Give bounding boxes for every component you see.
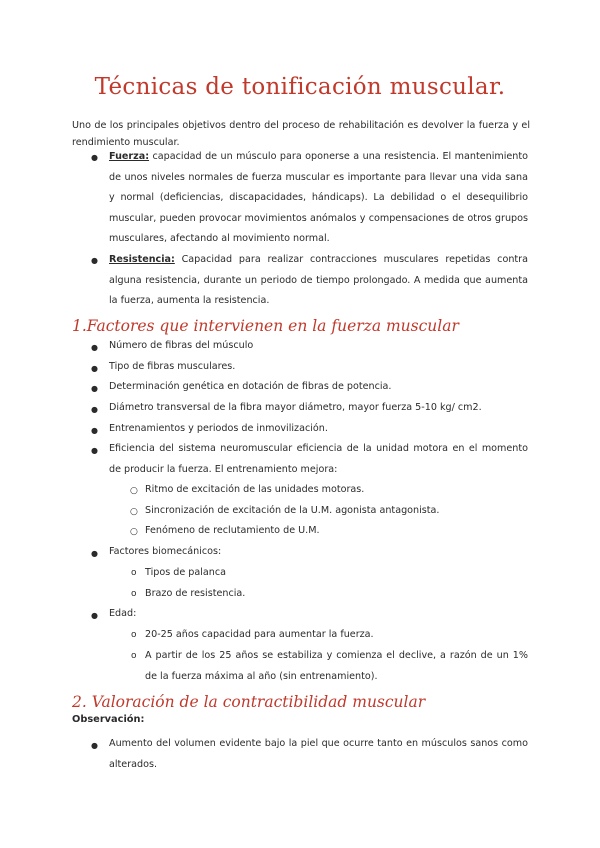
sub-bullet-circle: ○ <box>130 507 138 517</box>
list-item: Eficiencia del sistema neuromuscular eficiencia de la unidad motora en el momento de producir la fuerza. El entrenamiento mejora: <box>109 443 528 475</box>
sub-bullet-o: o <box>131 651 137 661</box>
list-item: Factores biomecánicos: <box>109 546 222 557</box>
bullet-dot: ● <box>91 741 98 750</box>
list-item: Diámetro transversal de la fibra mayor diámetro, mayor fuerza 5-10 kg/ cm2. <box>109 402 482 413</box>
bullet-dot: ● <box>91 426 98 435</box>
list-item: Determinación genética en dotación de fibras de potencia. <box>109 381 392 392</box>
list-item: Número de fibras del músculo <box>109 340 254 351</box>
sub-bullet-o: o <box>131 568 137 578</box>
section1-heading: 1.Factores que intervienen en la fuerza muscular <box>72 317 459 335</box>
sub-list-item: Sincronización de excitación de la U.M. agonista antagonista. <box>145 505 440 516</box>
section2-heading: 2. Valoración de la contractibilidad muscular <box>72 693 426 711</box>
observation-label: Observación: <box>72 714 145 725</box>
sub-bullet-o: o <box>131 589 137 599</box>
bullet-dot: ● <box>91 611 98 620</box>
sub-bullet-circle: ○ <box>130 486 138 496</box>
bullet-dot: ● <box>91 343 98 352</box>
bullet-dot: ● <box>91 153 98 162</box>
list-item: Edad: <box>109 608 137 619</box>
sub-list-item: 20-25 años capacidad para aumentar la fuerza. <box>145 629 374 640</box>
bullet-dot: ● <box>91 405 98 414</box>
definition-fuerza-text: capacidad de un músculo para oponerse a una resistencia. El mantenimiento de unos niveles normales de fuerza muscular es importante para llevar una vida sana y normal (deficiencias, discapacidades, hándicaps). La debilidad o el desequilibrio muscular, pueden provocar movimientos anómalos y compensaciones de otros grupos musculares, afectando al movimiento normal. <box>109 151 528 244</box>
definition-resistencia <box>109 250 528 312</box>
bullet-dot: ● <box>91 549 98 558</box>
page-title: Técnicas de tonificación muscular. <box>94 74 506 100</box>
definition-resistencia-text: Capacidad para realizar contracciones musculares repetidas contra alguna resistencia, durante un periodo de tiempo prolongado. A medida que aumenta la fuerza, aumenta la resistencia. <box>109 254 528 306</box>
bullet-dot: ● <box>91 256 98 265</box>
sub-list-item: A partir de los 25 años se estabiliza y comienza el declive, a razón de un 1% de la fuerza máxima al año (sin entrenamiento). <box>145 650 528 682</box>
list-item: Tipo de fibras musculares. <box>109 361 236 372</box>
bullet-dot: ● <box>91 446 98 455</box>
sub-list-item: Brazo de resistencia. <box>145 588 246 599</box>
term-fuerza: Fuerza: <box>109 151 150 162</box>
sub-list-item: Ritmo de excitación de las unidades motoras. <box>145 484 365 495</box>
sub-list-item: Tipos de palanca <box>145 567 227 578</box>
definition-fuerza <box>109 147 528 250</box>
sub-list-item: Fenómeno de reclutamiento de U.M. <box>145 525 320 536</box>
sub-bullet-circle: ○ <box>130 527 138 537</box>
intro-paragraph: Uno de los principales objetivos dentro del proceso de rehabilitación es devolver la fuerza y el rendimiento muscular. <box>72 120 530 148</box>
bullet-dot: ● <box>91 364 98 373</box>
sub-bullet-o: o <box>131 630 137 640</box>
list-item: Entrenamientos y periodos de inmovilización. <box>109 423 328 434</box>
list-item: Aumento del volumen evidente bajo la piel que ocurre tanto en músculos sanos como alterados. <box>109 738 528 770</box>
bullet-dot: ● <box>91 384 98 393</box>
term-resistencia: Resistencia: <box>109 254 175 265</box>
